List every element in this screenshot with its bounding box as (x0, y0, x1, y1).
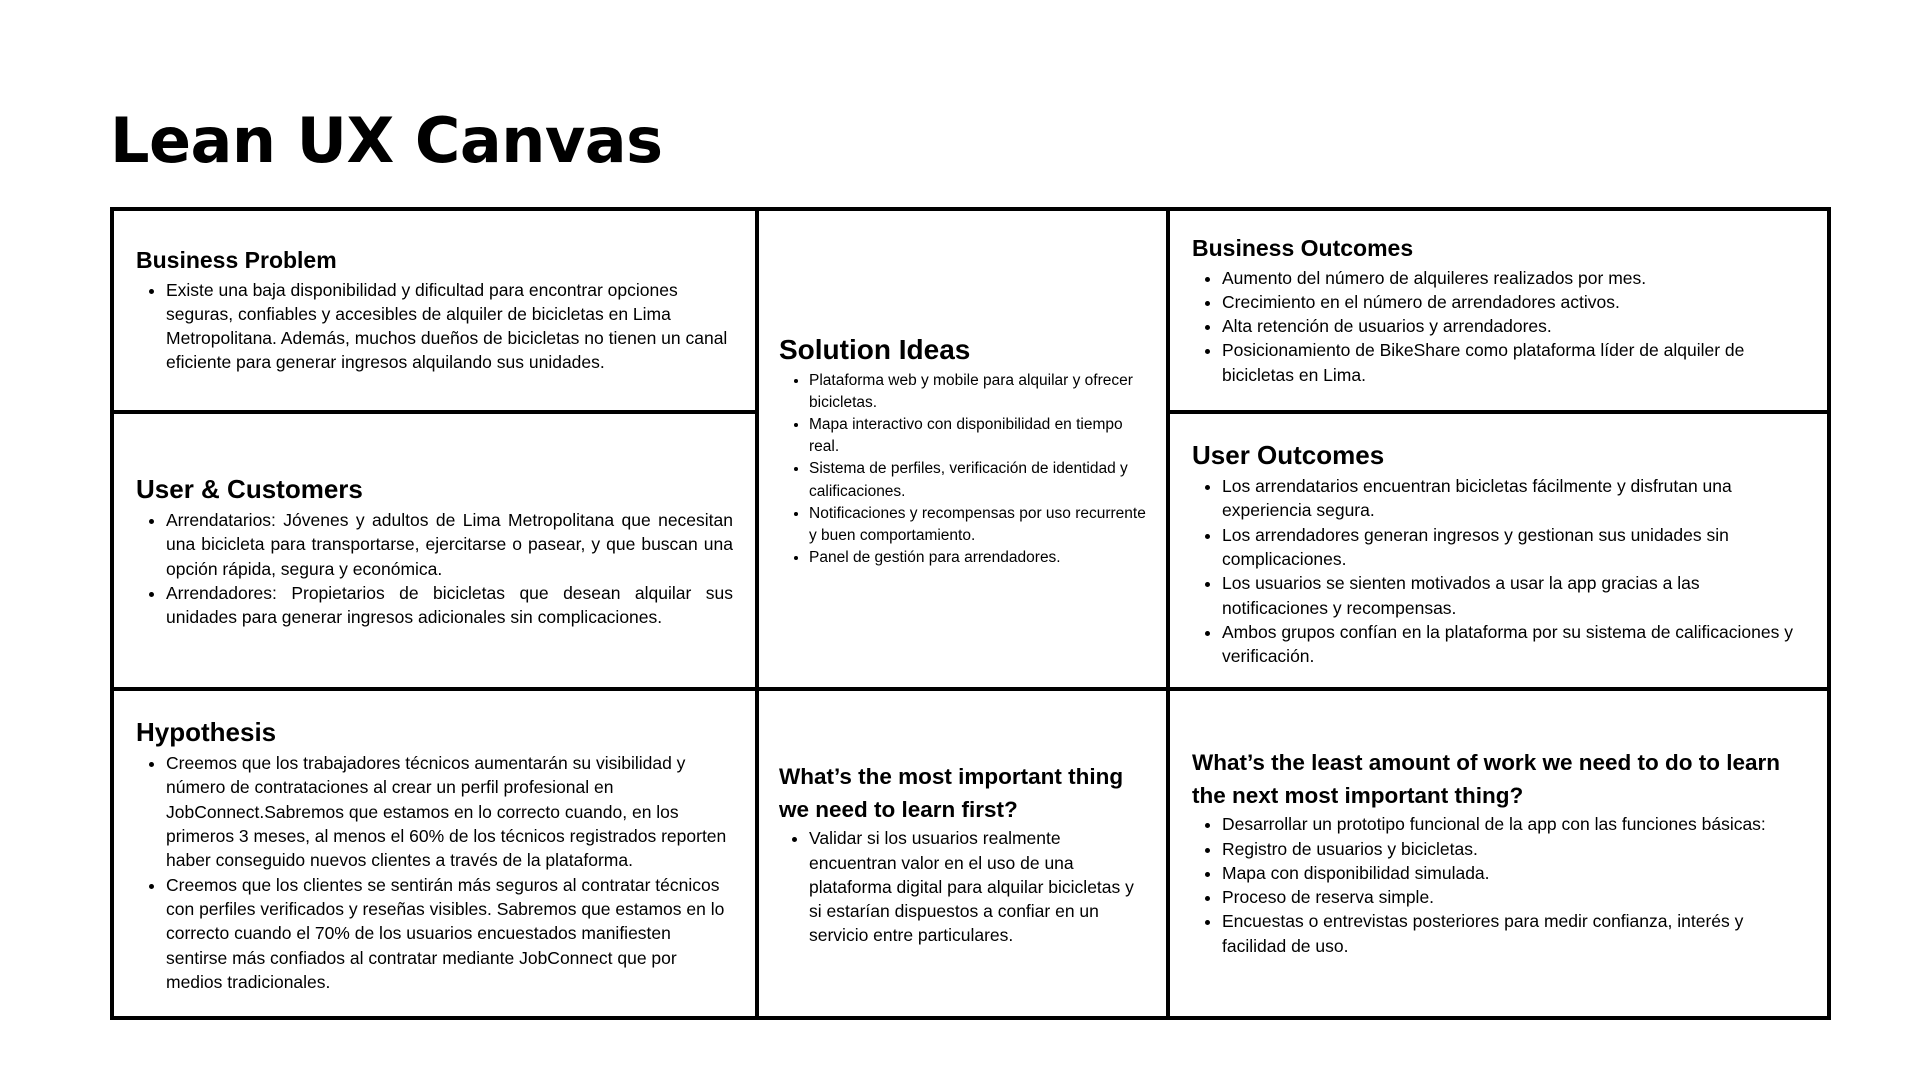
list-item: • Validar si los usuarios realmente encuentran valor en el uso de una plataforma digital para alquilar bicicletas y si estarían dispuestos a confiar en un servicio entre particulares. (809, 826, 1148, 947)
list-item: • Registro de usuarios y bicicletas. (1222, 837, 1805, 861)
list-item: • Notificaciones y recompensas por uso recurrente y buen comportamiento. (809, 503, 1148, 547)
hypothesis-section (114, 691, 759, 1016)
business-problem-section (114, 211, 759, 414)
list-item: • Ambos grupos confían en la plataforma por su sistema de calificaciones y verificación. (1222, 620, 1805, 669)
user-outcomes-heading: User Outcomes (1192, 440, 1385, 470)
list-item: • Mapa con disponibilidad simulada. (1222, 861, 1805, 885)
hypothesis-list (136, 751, 733, 994)
list-item: • Sistema de perfiles, verificación de identidad y calificaciones. (809, 458, 1148, 502)
most-important-learning-list (779, 826, 1148, 947)
business-outcomes-list (1192, 266, 1805, 387)
list-item: • Alta retención de usuarios y arrendadores. (1222, 314, 1805, 338)
user-outcomes-section (1170, 414, 1827, 691)
list-item: • Existe una baja disponibilidad y dificultad para encontrar opciones seguras, confiables y accesibles de alquiler de bicicletas en Lima Metropolitana. Además, muchos dueños de bicicletas no tienen un canal eficiente para generar ingresos alquilando sus unidades. (166, 278, 733, 375)
least-work-section (1170, 691, 1827, 1016)
users-customers-list (136, 508, 733, 629)
most-important-learning-section (759, 691, 1170, 1016)
list-item: • Los arrendadores generan ingresos y gestionan sus unidades sin complicaciones. (1222, 523, 1805, 572)
list-item: • Crecimiento en el número de arrendadores activos. (1222, 290, 1805, 314)
list-item: • Mapa interactivo con disponibilidad en tiempo real. (809, 414, 1148, 458)
solution-ideas-heading: Solution Ideas (779, 334, 971, 365)
list-item: • Plataforma web y mobile para alquilar y ofrecer bicicletas. (809, 370, 1148, 414)
business-outcomes-section (1170, 211, 1827, 414)
list-item: • Arrendadores: Propietarios de bicicletas que desean alquilar sus unidades para generar ingresos adicionales sin complicaciones. (166, 581, 733, 630)
least-work-heading: What’s the least amount of work we need to do to learn the next most important thing? (1192, 750, 1780, 808)
most-important-learning-heading: What’s the most important thing we need to learn first? (779, 764, 1124, 822)
list-item: • Los arrendatarios encuentran bicicletas fácilmente y disfrutan una experiencia segura. (1222, 474, 1805, 523)
list-item: • Creemos que los clientes se sentirán más seguros al contratar técnicos con perfiles verificados y reseñas visibles. Sabremos que estamos en lo correcto cuando el 70% de los usuarios encuestados manifiesten sentirse más confiados al contratar mediante JobConnect que por medios tradicionales. (166, 873, 733, 994)
list-item: • Los usuarios se sienten motivados a usar la app gracias a las notificaciones y recompensas. (1222, 571, 1805, 620)
users-customers-heading: User & Customers (136, 474, 363, 504)
page-title: Lean UX Canvas (110, 104, 663, 177)
hypothesis-heading: Hypothesis (136, 717, 277, 747)
list-item: • Creemos que los trabajadores técnicos aumentarán su visibilidad y número de contrataciones al crear un perfil profesional en JobConnect.Sabremos que estamos en lo correcto cuando, en los primeros 3 meses, al menos el 60% de los técnicos registrados reporten haber conseguido nuevos clientes a través de la plataforma. (166, 751, 733, 872)
business-problem-heading: Business Problem (136, 247, 337, 273)
list-item: • Panel de gestión para arrendadores. (809, 547, 1148, 569)
list-item: • Proceso de reserva simple. (1222, 885, 1805, 909)
list-item: • Desarrollar un prototipo funcional de la app con las funciones básicas: (1222, 812, 1805, 836)
business-outcomes-heading: Business Outcomes (1192, 235, 1414, 261)
user-outcomes-list (1192, 474, 1805, 668)
least-work-list (1192, 812, 1805, 958)
list-item: • Arrendatarios: Jóvenes y adultos de Lima Metropolitana que necesitan una bicicleta para transportarse, ejercitarse o pasear, y que buscan una opción rápida, segura y económica. (166, 508, 733, 581)
users-customers-section (114, 414, 759, 691)
list-item: • Encuestas o entrevistas posteriores para medir confianza, interés y facilidad de uso. (1222, 909, 1805, 958)
list-item: • Aumento del número de alquileres realizados por mes. (1222, 266, 1805, 290)
solution-ideas-list (779, 370, 1148, 570)
canvas-grid (110, 207, 1831, 1020)
solution-ideas-section (759, 211, 1170, 691)
business-problem-list (136, 278, 733, 375)
list-item: • Posicionamiento de BikeShare como plataforma líder de alquiler de bicicletas en Lima. (1222, 338, 1805, 387)
